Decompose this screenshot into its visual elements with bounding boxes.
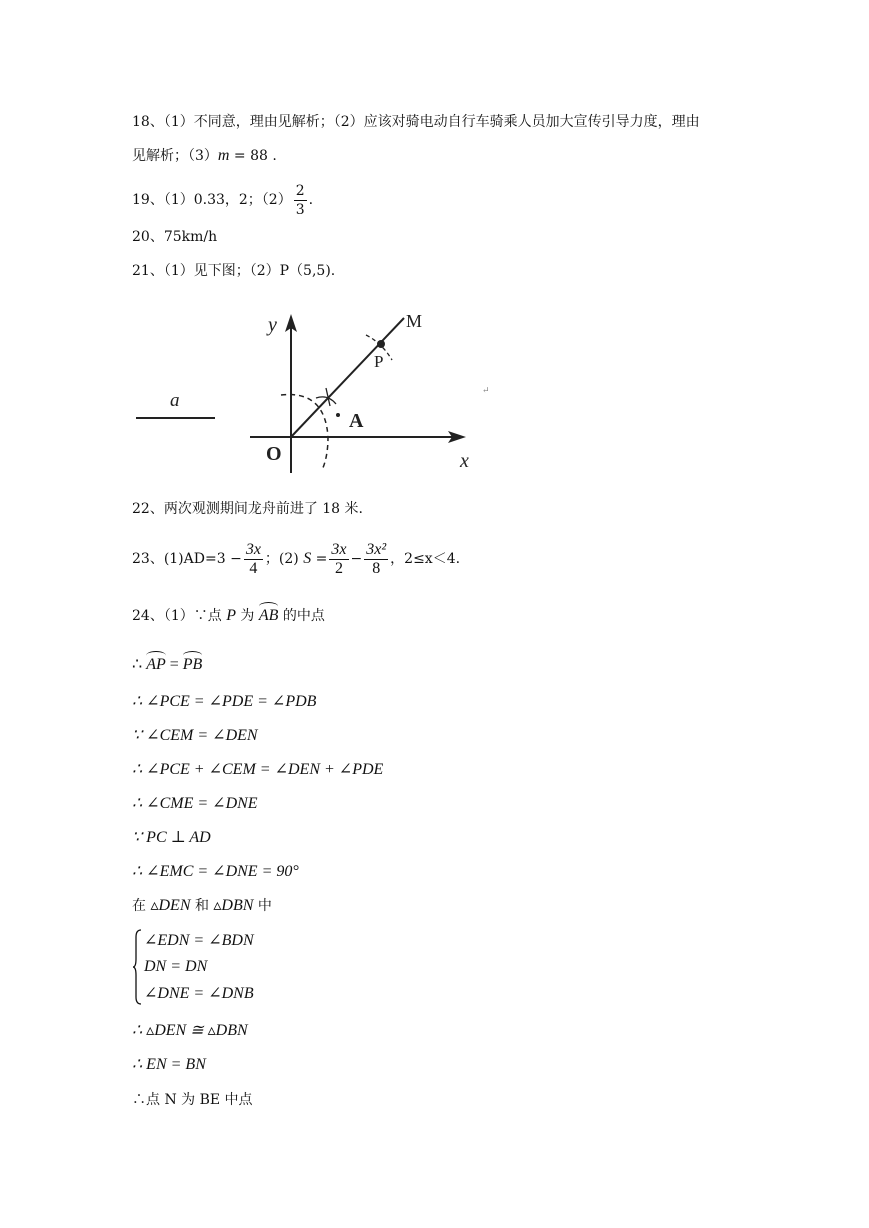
fraction-denominator: 4 bbox=[249, 559, 258, 577]
step-5: ∴ ∠CME = ∠DNE bbox=[132, 795, 258, 812]
point-p-label: P bbox=[374, 352, 384, 371]
answer-18-var: m bbox=[217, 147, 230, 164]
answer-18-eq: = 88 bbox=[229, 148, 268, 164]
answer-23-range: ，2≤x＜4. bbox=[390, 551, 461, 567]
step-8 bbox=[132, 896, 272, 916]
answer-23-prefix: 23、(1)AD= bbox=[132, 551, 217, 567]
answer-24-prefix: 24、（1）∵点 bbox=[132, 608, 222, 624]
answer-23-mid: ；(2) bbox=[264, 551, 299, 567]
step-9: ∴ ▵DEN ≅ ▵DBN bbox=[132, 1022, 248, 1039]
answer-22: 22、两次观测期间龙舟前进了 18 米. bbox=[132, 501, 363, 517]
fraction-denominator: 2 bbox=[334, 559, 343, 577]
answer-20: 20、75km/h bbox=[132, 229, 218, 245]
answer-23-s-fraction-1 bbox=[329, 541, 348, 578]
answer-24-end: 的中点 bbox=[282, 608, 325, 624]
step-11: ∴点 N 为 BE 中点 bbox=[132, 1092, 253, 1108]
fraction-denominator: 8 bbox=[372, 559, 381, 577]
answer-21: 21、（1）见下图；（2）P（5,5). bbox=[132, 263, 336, 279]
answer-19-prefix: 19、（1）0.33，2；（2） bbox=[132, 192, 292, 208]
arc-ap: AP bbox=[146, 656, 166, 673]
system-line-1: ∠EDN = ∠BDN bbox=[144, 932, 254, 949]
answer-18-prefix: 见解析；（3） bbox=[132, 148, 218, 164]
system-brace bbox=[132, 929, 142, 1005]
y-axis-label: y bbox=[268, 314, 277, 336]
therefore-symbol: ∴ bbox=[132, 656, 143, 673]
answer-23-eq: = bbox=[315, 551, 328, 567]
arc-ab: AB bbox=[258, 607, 279, 624]
system-line-3: ∠DNE = ∠DNB bbox=[144, 985, 254, 1002]
answer-23-ad-fraction bbox=[244, 541, 263, 578]
step-8-mid: 和 bbox=[194, 898, 209, 914]
step-10: ∴ EN = BN bbox=[132, 1056, 206, 1073]
step-4: ∴ ∠PCE + ∠CEM = ∠DEN + ∠PDE bbox=[132, 761, 384, 778]
fraction-numerator: 3x bbox=[245, 540, 261, 558]
arc-pb: PB bbox=[182, 656, 203, 673]
answer-23-minus: − bbox=[350, 551, 363, 567]
answer-24-mid: 为 bbox=[240, 608, 255, 624]
answer-18-end: . bbox=[267, 148, 277, 164]
answer-24-intro bbox=[132, 606, 325, 626]
point-a bbox=[336, 413, 340, 417]
step-3: ∵ ∠CEM = ∠DEN bbox=[132, 727, 258, 744]
answer-19-fraction bbox=[294, 182, 307, 219]
fraction-numerator: 2 bbox=[295, 182, 305, 199]
equals-sign: = bbox=[169, 656, 179, 673]
answer-18-line2 bbox=[132, 146, 277, 166]
fraction-numerator: 3x bbox=[331, 540, 347, 558]
triangle-dbn: ▵DBN bbox=[213, 897, 254, 914]
step-8-end: 中 bbox=[257, 898, 272, 914]
step-7: ∴ ∠EMC = ∠DNE = 90° bbox=[132, 863, 299, 880]
answer-19 bbox=[132, 180, 313, 220]
point-a-label: A bbox=[349, 410, 364, 432]
triangle-den: ▵DEN bbox=[150, 897, 191, 914]
answer-18-line1: 18、（1）不同意，理由见解析；（2）应该对骑电动自行车骑乘人员加大宣传引导力度，理由 bbox=[132, 114, 700, 130]
answer-24-p: P bbox=[226, 607, 236, 624]
x-axis-label: x bbox=[460, 450, 469, 472]
answer-23 bbox=[132, 539, 460, 579]
answer-23-ad-int: 3 − bbox=[216, 551, 242, 567]
construction-figure bbox=[130, 305, 500, 475]
step-1 bbox=[132, 655, 202, 675]
system-line-2: DN = DN bbox=[144, 958, 208, 975]
segment-a-label: a bbox=[170, 390, 180, 411]
fraction-numerator: 3x² bbox=[366, 540, 387, 558]
answer-23-s-fraction-2 bbox=[364, 541, 388, 578]
origin-label: O bbox=[266, 443, 282, 465]
answer-19-end: . bbox=[308, 192, 314, 208]
fraction-denominator: 3 bbox=[295, 201, 305, 218]
step-2: ∴ ∠PCE = ∠PDE = ∠PDB bbox=[132, 693, 317, 710]
step-6: ∵ PC ⊥ AD bbox=[132, 829, 211, 846]
ray-om bbox=[291, 318, 404, 437]
ray-label: M bbox=[406, 311, 423, 331]
paragraph-mark: ↵ bbox=[482, 385, 490, 395]
step-8-prefix: 在 bbox=[132, 898, 146, 914]
answer-23-s: S bbox=[303, 550, 312, 567]
